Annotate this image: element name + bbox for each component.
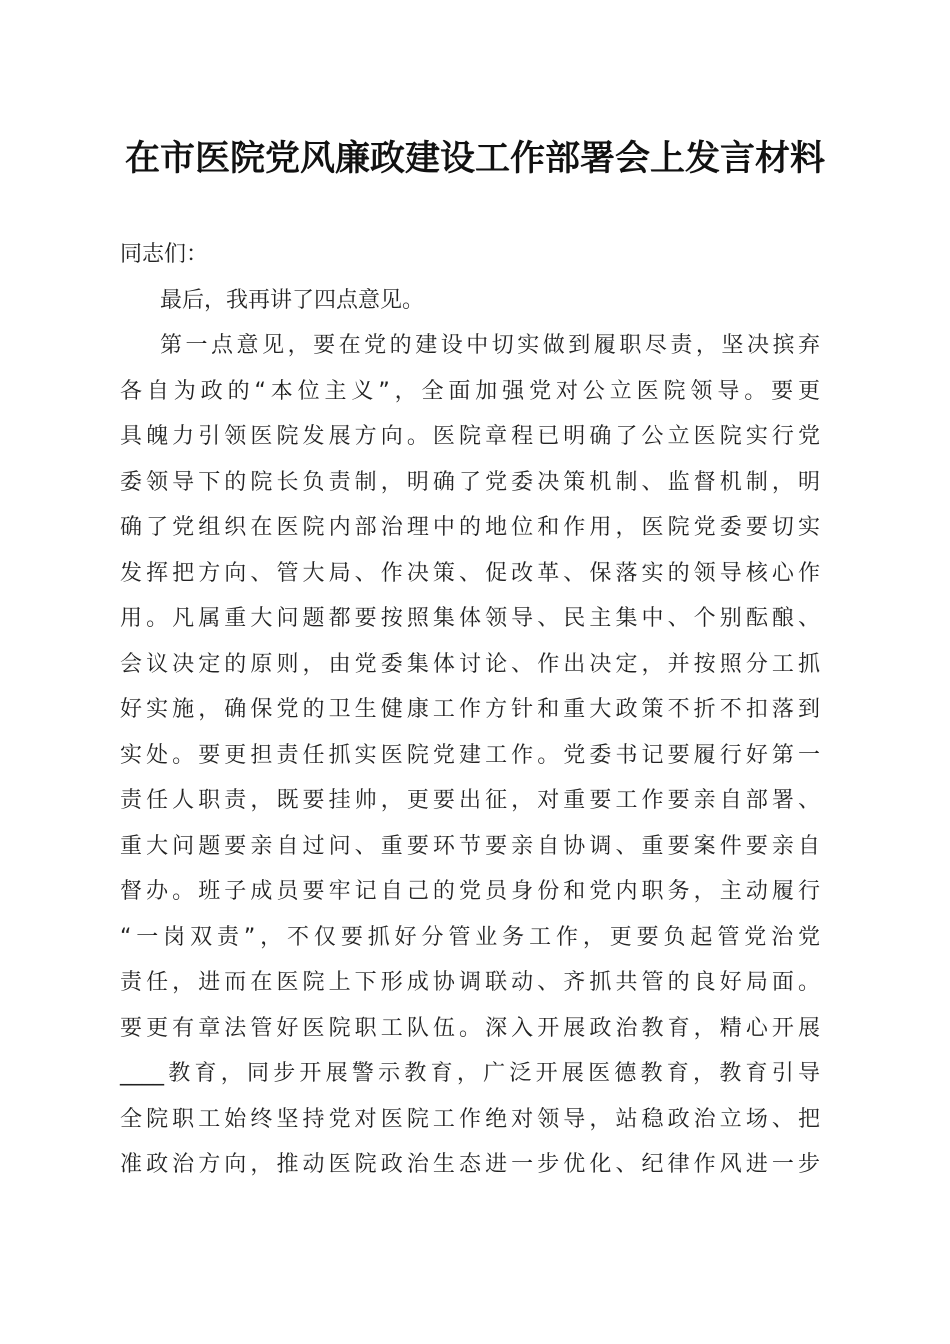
- paragraph-line: ____教育，同步开展警示教育，广泛开展医德教育，教育引导: [120, 1061, 820, 1086]
- paragraph-line: 好实施，确保党的卫生健康工作方针和重大政策不折不扣落到: [120, 697, 820, 722]
- paragraph-line: 第一点意见，要在党的建设中切实做到履职尽责，坚决摈弃: [160, 333, 820, 358]
- paragraph-line: 会议决定的原则，由党委集体讨论、作出决定，并按照分工抓: [120, 651, 820, 677]
- paragraph-1: [120, 323, 820, 1188]
- salutation: 同志们：: [120, 242, 209, 267]
- paragraph-line: 督办。班子成员要牢记自己的党员身份和党内职务，主动履行: [120, 879, 820, 904]
- paragraph-line: 用。凡属重大问题都要按照集体领导、民主集中、个别酝酿、: [120, 606, 820, 631]
- paragraph-line: 实处。要更担责任抓实医院党建工作。党委书记要履行好第一: [120, 742, 820, 768]
- paragraph-line: 重大问题要亲自过问、重要环节要亲自协调、重要案件要亲自: [120, 833, 820, 859]
- paragraph-line: 责任，进而在医院上下形成协调联动、齐抓共管的良好局面。: [120, 970, 820, 995]
- paragraph-line: 全院职工始终坚持党对医院工作绝对领导，站稳政治立场、把: [120, 1106, 820, 1132]
- paragraph-line: 各自为政的“本位主义”，全面加强党对公立医院领导。要更: [120, 378, 820, 404]
- paragraph-line: 责任人职责，既要挂帅，更要出征，对重要工作要亲自部署、: [120, 788, 820, 813]
- paragraph-line: 准政治方向，推动医院政治生态进一步优化、纪律作风进一步: [120, 1152, 820, 1177]
- paragraph-line: 要更有章法管好医院职工队伍。深入开展政治教育，精心开展: [120, 1015, 820, 1041]
- paragraph-line: “一岗双责”，不仅要抓好分管业务工作，更要负起管党治党: [120, 924, 820, 950]
- intro-line: 最后，我再讲了四点意见。: [160, 287, 425, 313]
- document-title: 在市医院党风廉政建设工作部署会上发言材料: [124, 138, 825, 179]
- document-body: [120, 232, 820, 1188]
- paragraph-line: 确了党组织在医院内部治理中的地位和作用，医院党委要切实: [120, 515, 820, 540]
- paragraph-line: 发挥把方向、管大局、作决策、促改革、保落实的领导核心作: [120, 560, 820, 586]
- paragraph-line: 具魄力引领医院发展方向。医院章程已明确了公立医院实行党: [120, 424, 820, 449]
- paragraph-line: 委领导下的院长负责制，明确了党委决策机制、监督机制，明: [120, 469, 820, 495]
